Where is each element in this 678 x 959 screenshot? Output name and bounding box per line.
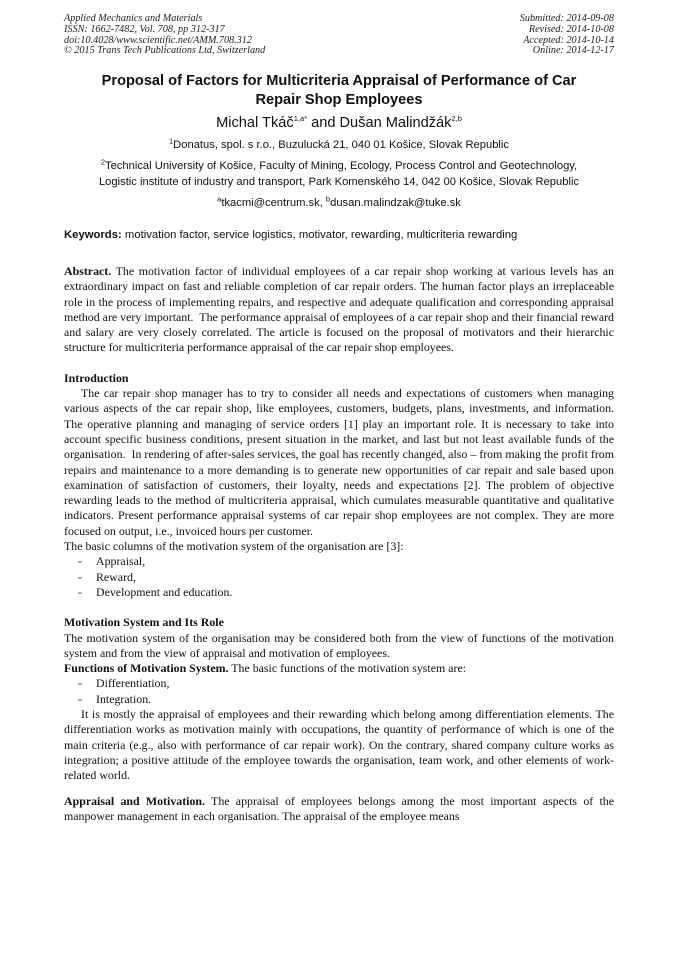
title-line-1: Proposal of Factors for Multicriteria Appraisal of Performance of Car	[101, 73, 577, 90]
motivation-columns-intro: The basic columns of the motivation system of the organisation are [3]:	[64, 539, 404, 554]
functions-list	[64, 676, 614, 707]
author-1: Michal Tkáč	[216, 115, 294, 132]
introduction-paragraph: The car repair shop manager has to try to consider all needs and expectations of customers when managing various aspects of the car repair shop, like employees, customers, budgets, plans, investments, and information. The operative planning and managing of service orders [1] play an important role. It is necessary to take into account specific business conditions, present situation in the market, and last but not least available funds of the organisation. In rendering of after-sales services, the goal has recently changed, also – from making the profit from repairs and maintenance to a more demanding is to generate new opportunities of car repair and sale based upon examination of satisfaction of customers, their loyalty, needs and expectations [2]. The problem of objective rewarding leads to the method of multicriteria appraisal, which cumulates measurable quantitative and qualitative indicators. Present performance appraisal systems of car repair shop employees are not complex. They are more focused on output, i.e., invoiced hours per customer.	[64, 386, 617, 538]
author-emails	[64, 196, 614, 211]
introduction-heading: Introduction	[64, 370, 129, 385]
submission-dates	[520, 14, 614, 57]
appraisal-motivation-paragraph	[64, 793, 617, 825]
affiliation-2-line-1: Technical University of Košice, Faculty of Mining, Ecology, Process Control and Geotechnology,	[105, 160, 578, 173]
abstract-label: Abstract.	[64, 264, 112, 278]
list-dash: -	[78, 691, 82, 706]
paper-page	[64, 13, 617, 824]
author-line	[64, 113, 614, 133]
appraisal-motivation-label: Appraisal and Motivation.	[64, 793, 206, 808]
affiliation-1	[64, 138, 614, 153]
motivation-system-paragraph: The motivation system of the organisation may be considered both from the view of functions of the motivation system and from the view of appraisal and motivation of employees.	[64, 630, 614, 660]
accepted-date: Accepted: 2014-10-14	[523, 34, 614, 46]
publication-header	[64, 14, 614, 57]
affiliation-2	[64, 159, 614, 189]
motivation-columns-list	[64, 554, 614, 600]
functions-text: The basic functions of the motivation system are:	[228, 661, 467, 676]
abstract	[64, 264, 617, 356]
list-item: - Integration.	[78, 691, 152, 706]
copyright: © 2015 Trans Tech Publications Ltd, Switzerland	[64, 45, 266, 57]
abstract-text: The motivation factor of individual employees of a car repair shop working at various levels has an extraordinary impact on fast and reliable completion of car repair orders. The human factor plays an irreplaceable role in the process of implementing repairs, and respective and adequate qualification and corresponding appraisal method are very important. The performance appraisal of employees of a car repair shop and their financial reward and salary are very closely correlated. The article is focused on the proposal of motivators and their hierarchic structure for multicriteria performance appraisal of the car repair shop employees.	[64, 264, 617, 355]
author-2: Dušan Malindžák	[339, 115, 452, 132]
list-dash: -	[78, 676, 82, 691]
affiliation-1-mark: 1	[169, 136, 174, 146]
list-item: - Reward,	[78, 569, 136, 584]
list-dash: -	[78, 584, 82, 599]
affiliation-2-mark: 2	[100, 157, 105, 167]
author-1-affil: 1,a*	[293, 114, 308, 124]
issn-info: ISSN: 1662-7482, Vol. 708, pp 312-317	[64, 23, 225, 35]
revised-date: Revised: 2014-10-08	[528, 23, 614, 35]
email-1[interactable]: tkacmi@centrum.sk,	[221, 196, 326, 209]
affiliation-1-text: Donatus, spol. s r.o., Buzulucká 21, 040 01 Košice, Slovak Republic	[173, 139, 509, 152]
title-line-2: Repair Shop Employees	[255, 92, 423, 109]
functions-label: Functions of Motivation System.	[64, 661, 229, 676]
functions-paragraph	[64, 661, 614, 676]
affiliation-2-line-2: Logistic institute of industry and transport, Park Komenského 14, 042 00 Košice, Slovak Republic	[98, 175, 580, 188]
differentiation-paragraph: It is mostly the appraisal of employees and their rewarding which belong among differentiation elements. The differentiation works as motivation mainly with occupations, the quantity of performance of which is one of the main criteria (e.g., also with performance of car repair work). On the contrary, shared company culture works as integration; a positive attitude of the employee towards the organisation, team work, and other elements of work-related world.	[64, 707, 614, 783]
submitted-date: Submitted: 2014-09-08	[519, 13, 614, 24]
doi-link[interactable]: doi:10.4028/www.scientific.net/AMM.708.312	[64, 34, 252, 46]
paper-title	[64, 72, 614, 110]
keywords-text: motivation factor, service logistics, motivator, rewarding, multicriteria rewarding	[121, 229, 518, 241]
list-dash: -	[78, 569, 82, 584]
author-conjunction: and	[307, 115, 340, 132]
keywords	[64, 228, 614, 243]
journal-name: Applied Mechanics and Materials	[64, 13, 203, 24]
journal-info	[64, 14, 265, 57]
author-2-affil: 2,b	[451, 114, 462, 124]
motivation-system-heading: Motivation System and Its Role	[64, 615, 224, 630]
list-item: - Development and education.	[78, 584, 233, 599]
email-2-mark: b	[325, 194, 331, 204]
list-item: - Differentiation,	[78, 676, 170, 691]
email-2[interactable]: dusan.malindzak@tuke.sk	[330, 196, 461, 209]
keywords-label: Keywords:	[64, 229, 122, 241]
online-date: Online: 2014-12-17	[532, 45, 614, 57]
email-1-mark: a	[217, 194, 222, 204]
list-dash: -	[78, 554, 82, 569]
appraisal-motivation-text: The appraisal of employees belongs among the most important aspects of the manpower management in each organisation. The appraisal of the employee means	[64, 793, 617, 823]
list-item: - Appraisal,	[78, 554, 146, 569]
